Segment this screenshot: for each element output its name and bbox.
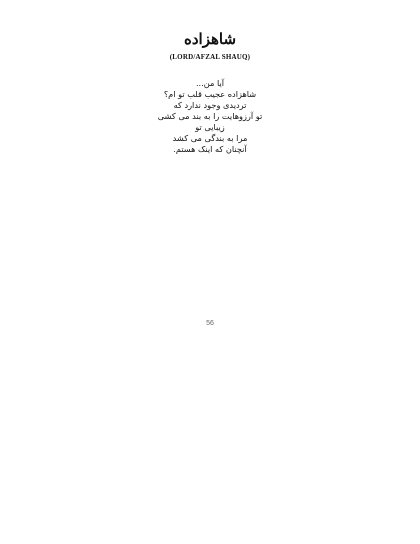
poem-body xyxy=(0,78,420,155)
poem-line: آیا من... xyxy=(195,78,225,88)
page-number: 56 xyxy=(206,320,214,327)
poem-author: (LORD/AFZAL SHAUQ) xyxy=(169,53,251,61)
poem-line: آنچنان که اینک هستم. xyxy=(173,144,247,154)
poem-line: تو آرزوهایت را به بند می کشی xyxy=(157,111,263,121)
poem-line: شاهزاده عجیب قلب تو ام؟ xyxy=(163,89,257,99)
poem-line: مرا به بندگی می کشد xyxy=(172,133,248,143)
poem-line: زیبایی تو xyxy=(195,122,225,132)
poem-line: تردیدی وجود ندارد که xyxy=(173,100,247,110)
poem-title: شاهزاده xyxy=(183,30,237,48)
